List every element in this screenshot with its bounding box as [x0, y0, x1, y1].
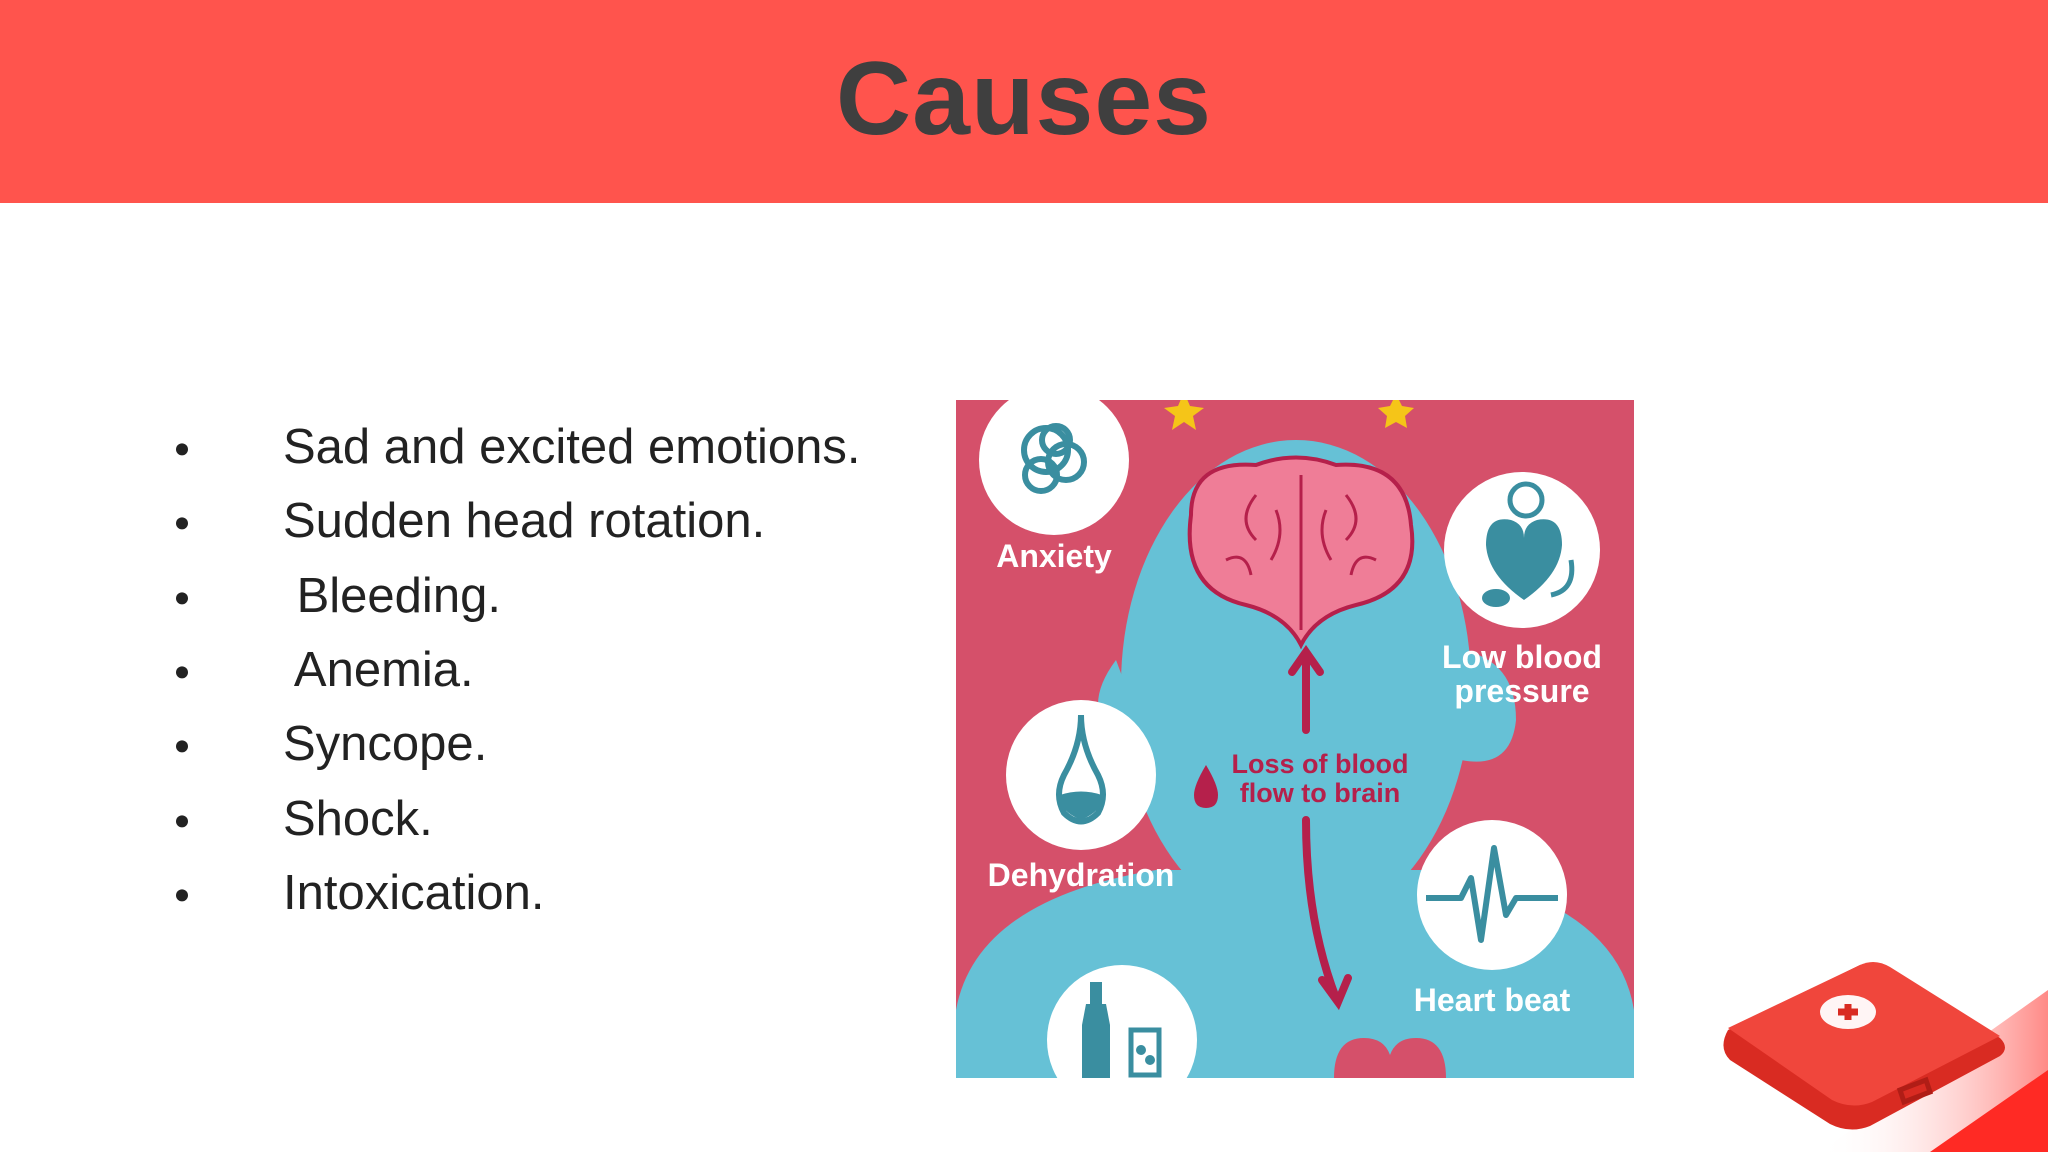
loss-label-line1: Loss of blood [1231, 749, 1409, 779]
bullet-list [176, 410, 860, 930]
bullet-dot [176, 666, 188, 678]
bullet-item [176, 559, 860, 633]
slide-title: Causes [836, 41, 1212, 157]
loss-label-line2: flow to brain [1239, 778, 1401, 808]
bullet-dot [176, 518, 188, 530]
bullet-text: Intoxication. [283, 865, 545, 920]
bullet-item [176, 707, 860, 781]
heart-beat-label: Heart beat [1413, 982, 1571, 1018]
bullet-dot [176, 815, 188, 827]
bullet-item [176, 781, 860, 855]
anxiety-label: Anxiety [996, 538, 1112, 574]
bullet-text: Syncope. [283, 717, 488, 772]
bullet-text: Bleeding. [283, 568, 501, 623]
bullet-dot [176, 889, 188, 901]
title-banner [0, 0, 2048, 203]
first-aid-kit-icon [1700, 920, 2048, 1152]
bullet-item [176, 484, 860, 558]
bullet-item [176, 410, 860, 484]
low-blood-label-line1: Low blood [1442, 639, 1602, 675]
bullet-text: Sudden head rotation. [283, 494, 766, 549]
low-blood-label-line2: pressure [1454, 673, 1590, 709]
dehydration-label: Dehydration [987, 857, 1175, 893]
bullet-dot [176, 444, 188, 456]
bullet-dot [176, 741, 188, 753]
first-aid-kit-image [1700, 920, 2048, 1152]
fainting-causes-infographic [956, 400, 1634, 1078]
bullet-dot [176, 592, 188, 604]
bullet-text: Shock. [283, 791, 433, 846]
bullet-item [176, 856, 860, 930]
bullet-text: Anemia. [283, 643, 474, 698]
bullet-text: Sad and excited emotions. [283, 420, 861, 475]
infographic-canvas [956, 400, 1634, 1078]
bullet-item [176, 633, 860, 707]
